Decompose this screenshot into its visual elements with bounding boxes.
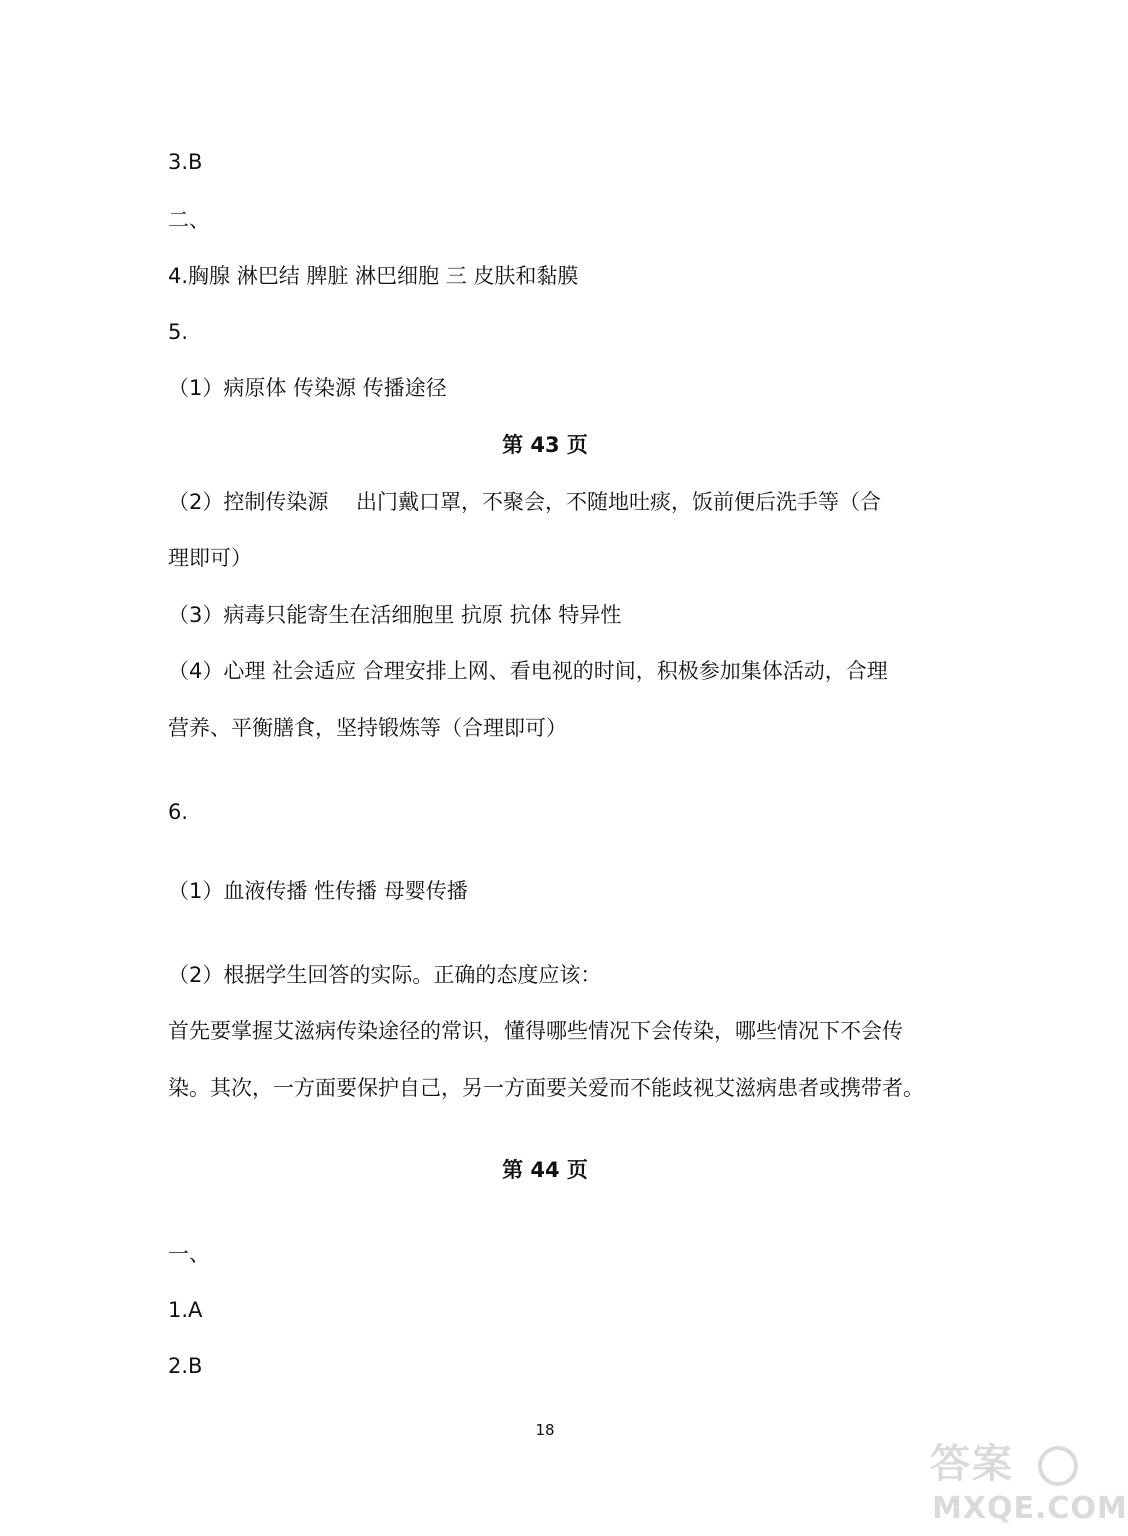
answer-line-5: 5. [168, 320, 189, 344]
answer-5-part-4-line-1: （4）心理 社会适应 合理安排上网、看电视的时间，积极参加集体活动，合理 [168, 659, 888, 683]
answer-line-1: 1.A [168, 1298, 203, 1322]
page-heading-44: 第 44 页 [502, 1158, 588, 1182]
answer-6-detail-line-2: 染。其次，一方面要保护自己，另一方面要关爱而不能歧视艾滋病患者或携带者。 [168, 1076, 924, 1100]
watermark-logo [930, 1440, 1128, 1536]
answer-line-3: 3.B [168, 150, 203, 174]
answer-line-2: 2.B [168, 1354, 203, 1378]
section-two-label: 二、 [168, 208, 210, 232]
answer-6-detail-line-1: 首先要掌握艾滋病传染途径的常识，懂得哪些情况下会传染，哪些情况下不会传 [168, 1019, 903, 1043]
answer-line-4: 4.胸腺 淋巴结 脾脏 淋巴细胞 三 皮肤和黏膜 [168, 264, 579, 288]
watermark-bottom-text: MXQE.COM [932, 1491, 1128, 1526]
watermark-circle-icon [1038, 1446, 1078, 1486]
answer-5-part-1: （1）病原体 传染源 传播途径 [168, 376, 447, 400]
answer-6-part-1: （1）血液传播 性传播 母婴传播 [168, 879, 468, 903]
watermark-top-text: 答案 [930, 1441, 1014, 1487]
answer-6-part-2: （2）根据学生回答的实际。正确的态度应该： [168, 963, 602, 987]
section-one-label: 一、 [168, 1242, 210, 1266]
answer-5-part-4-line-2: 营养、平衡膳食，坚持锻炼等（合理即可） [168, 716, 567, 740]
answer-5-part-3: （3）病毒只能寄生在活细胞里 抗原 抗体 特异性 [168, 603, 622, 627]
answer-5-part-2-line-1: （2）控制传染源 出门戴口罩，不聚会，不随地吐痰，饭前便后洗手等（合 [168, 490, 882, 514]
page-number: 18 [535, 1421, 555, 1439]
page-heading-43: 第 43 页 [502, 433, 588, 457]
answer-5-part-2-line-2: 理即可） [168, 546, 252, 570]
answer-line-6: 6. [168, 800, 189, 824]
